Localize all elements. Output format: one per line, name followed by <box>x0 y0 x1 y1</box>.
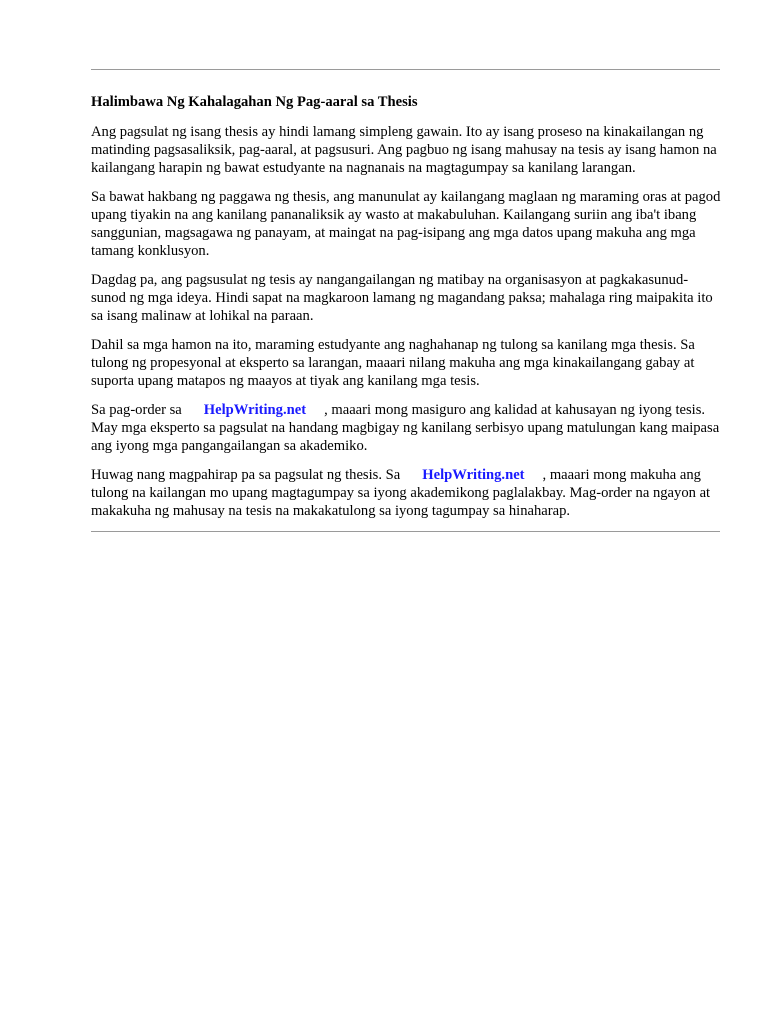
paragraph-1: Ang pagsulat ng isang thesis ay hindi lamang simpleng gawain. Ito ay isang proseso na kinakailangan ng matinding pagsasaliksik, pag-aaral, at pagsusuri. Ang pagbuo ng isang mahusay na tesis ay isang hamon na kailangang harapin ng bawat estudyante na nagnanais na magtagumpay sa kanilang larangan. <box>91 124 717 176</box>
helpwriting-link-1[interactable]: HelpWriting.net <box>203 402 307 418</box>
paragraph-5-text-before: Sa pag-order sa <box>91 402 182 418</box>
document-title: Halimbawa Ng Kahalagahan Ng Pag-aaral sa Thesis <box>91 94 418 110</box>
paragraph-5 <box>91 401 721 455</box>
paragraph-5-text-after: , maaari mong masiguro ang kalidad at kahusayan ng iyong tesis. May mga eksperto sa pagsulat na handang magbigay ng kanilang serbisyo upang matulungan kang maipasa ang iyong mga pangangailangan sa akademiko. <box>91 402 720 454</box>
top-divider <box>91 69 720 70</box>
bottom-divider <box>91 531 720 532</box>
document-page <box>91 69 721 532</box>
helpwriting-link-2[interactable]: HelpWriting.net <box>422 467 525 483</box>
paragraph-4: Dahil sa mga hamon na ito, maraming estudyante ang naghahanap ng tulong sa kanilang mga thesis. Sa tulong ng propesyonal at eksperto sa larangan, maaari nilang makuha ang mga kinakailangang gabay at suporta upang matapos ng maayos at tiyak ang kanilang mga tesis. <box>91 337 695 389</box>
paragraph-6-text-before: Huwag nang magpahirap pa sa pagsulat ng thesis. Sa <box>91 467 401 483</box>
paragraph-3: Dagdag pa, ang pagsusulat ng tesis ay nangangailangan ng matibay na organisasyon at pagkakasunud-sunod ng mga ideya. Hindi sapat na magkaroon lamang ng magandang paksa; mahalaga ring maipakita ito sa isang malinaw at lohikal na paraan. <box>91 272 713 324</box>
paragraph-6-text-after: , maaari mong makuha ang tulong na kailangan mo upang magtagumpay sa iyong akademikong paglalakbay. Mag-order na ngayon at makakuha ng mahusay na tesis na makakatulong sa iyong tagumpay sa hinaharap. <box>91 467 711 519</box>
paragraph-2: Sa bawat hakbang ng paggawa ng thesis, ang manunulat ay kailangang maglaan ng maraming oras at pagod upang tiyakin na ang kanilang pananaliksik ay wasto at makabuluhan. Kailangang suriin ang iba't ibang sanggunian, magsagawa ng panayam, at maingat na pag-isipang ang mga datos upang makuha ang mga tamang konklusyon. <box>91 189 721 259</box>
paragraph-6 <box>91 466 721 520</box>
